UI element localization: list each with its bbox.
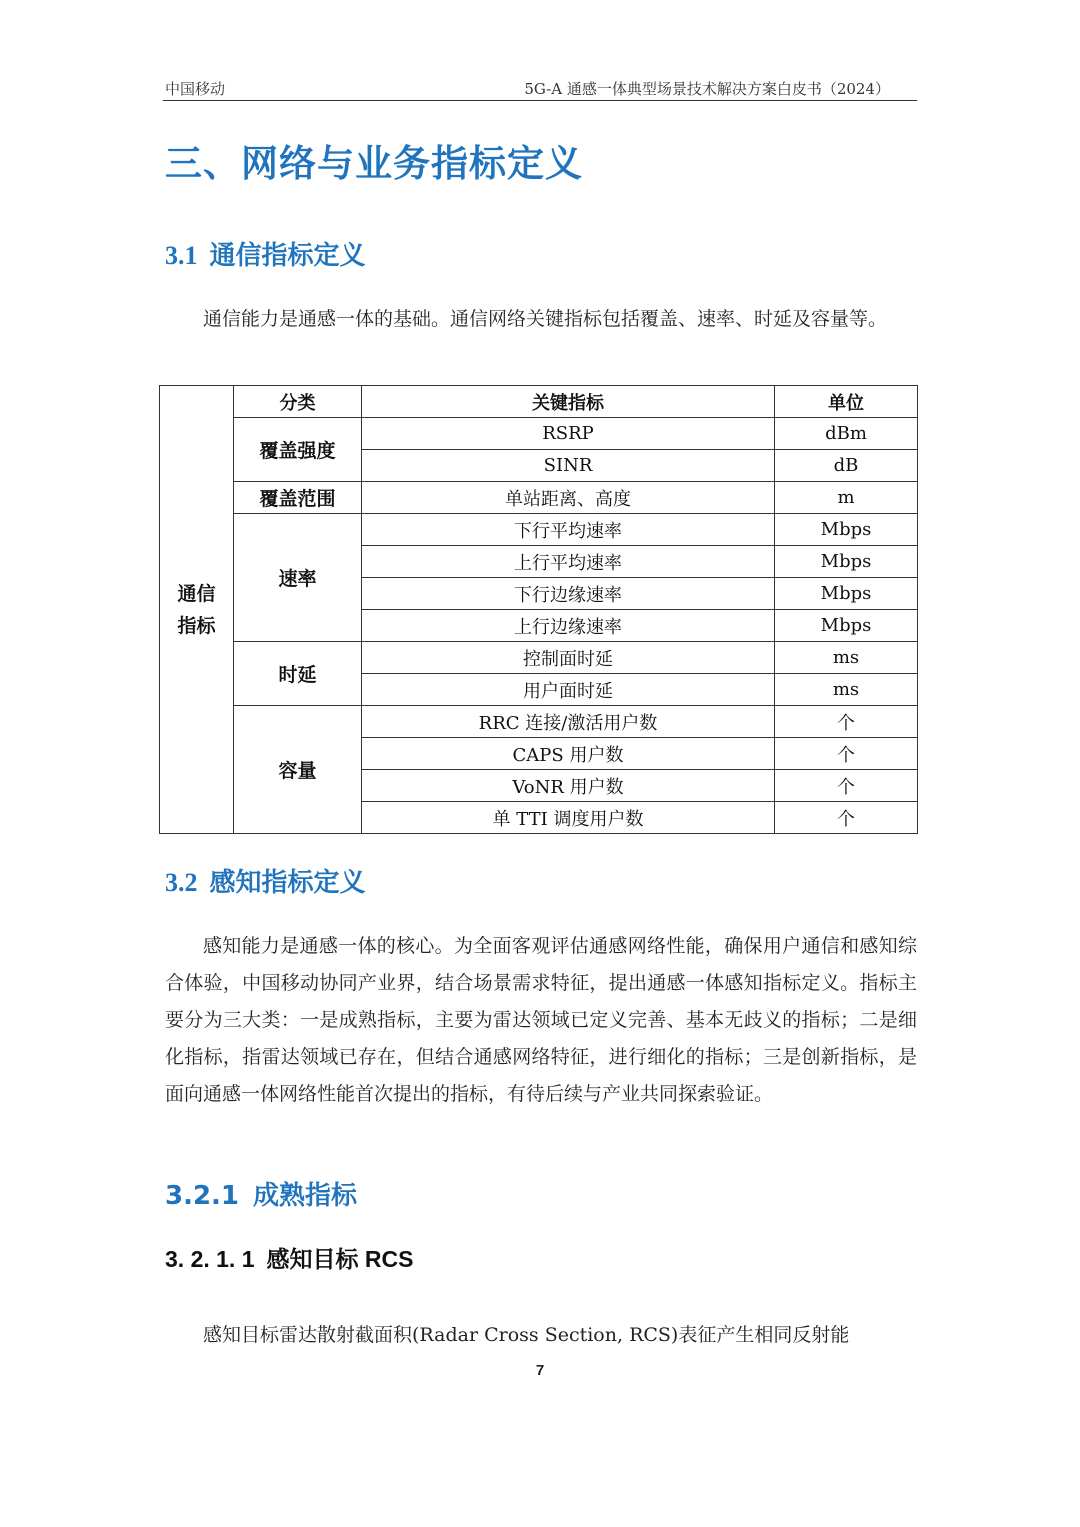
table-cell-metric: RRC 连接/激活用户数 xyxy=(362,706,775,738)
table-cell-unit: dB xyxy=(775,450,918,482)
table-cell-metric: SINR xyxy=(362,450,775,482)
table-cell-unit: 个 xyxy=(775,738,918,770)
section-3-2-1-1-number: 3. 2. 1. 1 xyxy=(165,1246,255,1272)
section-3-2-1-1-paragraph: 感知目标雷达散射截面积(Radar Cross Section, RCS)表征产生相同反射能 xyxy=(203,1324,850,1346)
table-cell-metric: 上行边缘速率 xyxy=(362,610,775,642)
table-cell-unit: ms xyxy=(775,642,918,674)
table-category-capacity: 容量 xyxy=(234,706,362,834)
chapter-title: 三、网络与业务指标定义 xyxy=(165,142,583,185)
header-document-title: 5G-A 通感一体典型场景技术解决方案白皮书（2024） xyxy=(524,80,890,98)
table-row xyxy=(160,418,918,450)
table-cell-metric: 上行平均速率 xyxy=(362,546,775,578)
table-cell-metric: 下行平均速率 xyxy=(362,514,775,546)
communication-metrics-table xyxy=(159,385,918,834)
table-cell-unit: m xyxy=(775,482,918,514)
table-category-latency: 时延 xyxy=(234,642,362,706)
table-cell-unit: Mbps xyxy=(775,610,918,642)
table-cell-unit: Mbps xyxy=(775,578,918,610)
table-row xyxy=(160,706,918,738)
section-3-2-number: 3.2 xyxy=(165,868,198,897)
section-3-2-paragraph: 感知能力是通感一体的核心。为全面客观评估通感网络性能，确保用户通信和感知综合体验，中国移动协同产业界，结合场景需求特征，提出通感一体感知指标定义。指标主要分为三大类：一是成熟指标，主要为雷达领域已定义完善、基本无歧义的指标；二是细化指标，指雷达领域已存在，但结合通感网络特征，进行细化的指标；三是创新指标，是面向通感一体网络性能首次提出的指标，有待后续与产业共同探索验证。 xyxy=(165,935,917,1105)
table-cell-unit: dBm xyxy=(775,418,918,450)
table-header-unit: 单位 xyxy=(775,386,918,418)
table-cell-unit: 个 xyxy=(775,802,918,834)
table-header-category: 分类 xyxy=(234,386,362,418)
table-cell-unit: Mbps xyxy=(775,514,918,546)
section-3-1-paragraph: 通信能力是通感一体的基础。通信网络关键指标包括覆盖、速率、时延及容量等。 xyxy=(203,308,888,330)
section-3-2-1-title: 成熟指标 xyxy=(253,1181,358,1211)
table-category-coverage-strength: 覆盖强度 xyxy=(234,418,362,482)
table-cell-metric: VoNR 用户数 xyxy=(362,770,775,802)
section-3-1-title: 通信指标定义 xyxy=(209,241,366,271)
table-category-rate: 速率 xyxy=(234,514,362,642)
table-cell-metric: 单 TTI 调度用户数 xyxy=(362,802,775,834)
section-3-1-heading xyxy=(165,235,366,272)
table-header-row xyxy=(160,386,918,418)
table-cell-metric: CAPS 用户数 xyxy=(362,738,775,770)
table-row xyxy=(160,642,918,674)
table-row xyxy=(160,482,918,514)
header-org-name: 中国移动 xyxy=(165,80,226,98)
section-3-2-1-1-heading xyxy=(165,1241,413,1274)
table-cell-metric: 用户面时延 xyxy=(362,674,775,706)
table-header-metric: 关键指标 xyxy=(362,386,775,418)
table-cell-unit: 个 xyxy=(775,770,918,802)
table-cell-metric: 控制面时延 xyxy=(362,642,775,674)
section-3-2-heading xyxy=(165,862,366,899)
table-cell-metric: RSRP xyxy=(362,418,775,450)
table-cell-unit: Mbps xyxy=(775,546,918,578)
page-number: 7 xyxy=(535,1362,545,1379)
table-cell-metric: 下行边缘速率 xyxy=(362,578,775,610)
header-divider xyxy=(163,100,917,101)
section-3-1-number: 3.1 xyxy=(165,241,198,270)
section-3-2-1-number: 3.2.1 xyxy=(165,1181,240,1211)
table-cell-metric: 单站距离、高度 xyxy=(362,482,775,514)
table-category-coverage-range: 覆盖范围 xyxy=(234,482,362,514)
table-row xyxy=(160,514,918,546)
table-group-label xyxy=(160,386,234,834)
table-cell-unit: 个 xyxy=(775,706,918,738)
section-3-2-title: 感知指标定义 xyxy=(209,868,366,898)
section-3-2-1-heading xyxy=(165,1175,357,1212)
table-group-label-line1: 通信 xyxy=(177,582,216,605)
table-cell-unit: ms xyxy=(775,674,918,706)
section-3-2-1-1-title: 感知目标 RCS xyxy=(266,1246,414,1272)
table-group-label-line2: 指标 xyxy=(177,614,216,637)
